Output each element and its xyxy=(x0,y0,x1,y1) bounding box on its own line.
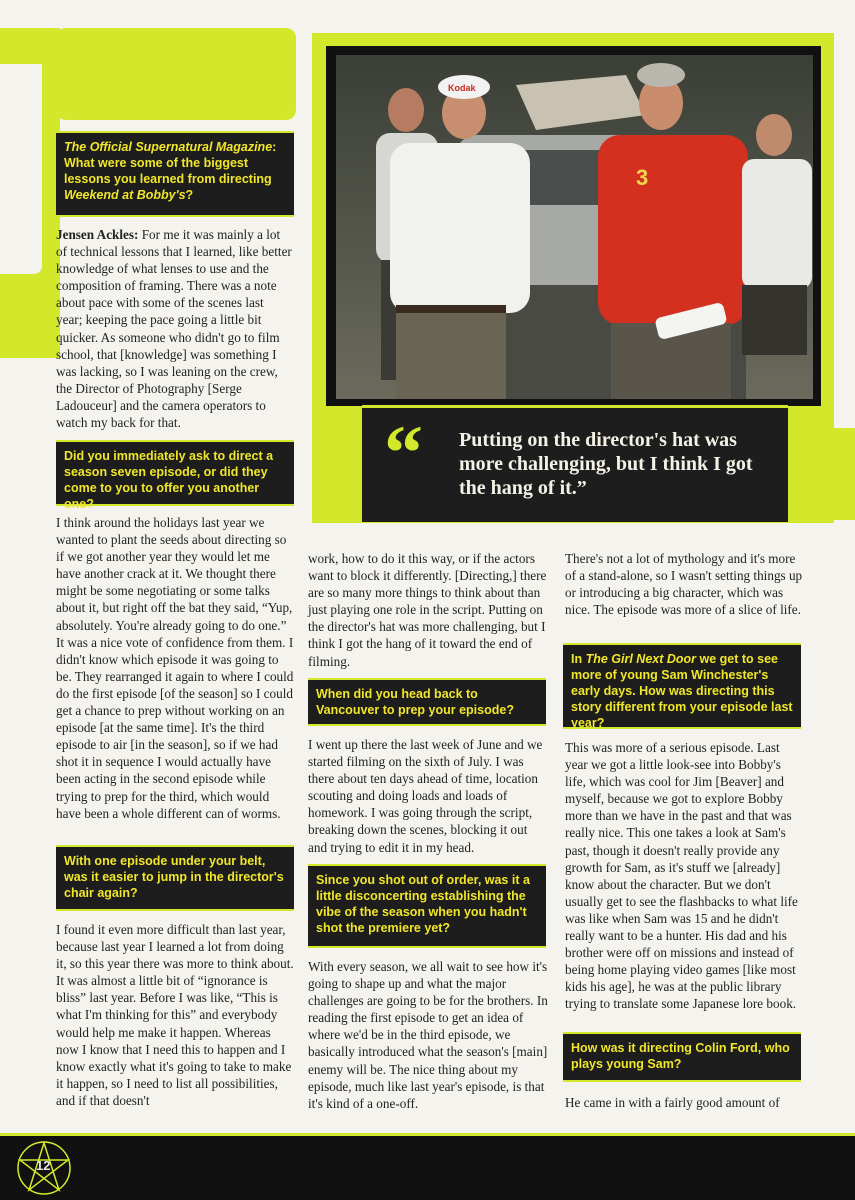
set-photo xyxy=(336,55,813,399)
answer-5-continued: There's not a lot of mythology and it's more of a stand-alone, so I wasn't setting things up or introducing a big character, which was nice. The episode was more of a slice of life. xyxy=(565,551,803,618)
answer-7: He came in with a fairly good amount of xyxy=(565,1095,780,1110)
pull-quote-box xyxy=(362,405,788,522)
question-2: Did you immediately ask to direct a season seven episode, or did they come to you to offer you another one? xyxy=(56,440,294,506)
answer-5: With every season, we all wait to see how it's going to shape up and what the major challenges are going to be for the brothers. In reading the first episode to get an idea of where we'd be in the third episode, we basically introduced what the season's [main] enemy will be. The nice thing about my episode, much like last year's episode, is that it's kind of a one-off. xyxy=(308,959,548,1111)
question-6-text: we get to see more of young Sam Winchester's early days. How was directing this story different from your episode last year? xyxy=(571,652,793,730)
episode-title: Weekend at Bobby's xyxy=(64,188,186,202)
jersey-number: 3 xyxy=(636,165,649,190)
speaker-name: Jensen Ackles: xyxy=(56,227,139,242)
answer-2: I think around the holidays last year we wanted to plant the seeds about directing so if we got another year they would let me have another crack at it. We thought there might be some negotiating or some talks about it, but right off the bat they said, “Yup, absolutely. You're already going to do one.” It was a nice vote of confidence from them. I didn't know which episode it was going to be. They rearranged it again to where I could do the first episode [of the season] so I could get a chance to prep without working on an episode [at the same time]. It's the third episode to air [in the season], so if we had shot it in sequence I would actually have been acting in the second episode while trying to prep for the third, which would have been a whole different can of worms. xyxy=(56,515,294,821)
episode-title-2: The Girl Next Door xyxy=(585,652,697,666)
question-5: Since you shot out of order, was it a little disconcerting establishing the vibe of the season when you hadn't shot the premiere yet? xyxy=(308,864,546,948)
answer-1 xyxy=(56,226,292,431)
footer-line xyxy=(0,1133,855,1136)
question-7: How was it directing Colin Ford, who plays young Sam? xyxy=(563,1032,801,1082)
answer-6: This was more of a serious episode. Last year we got a little look-see into Bobby's life, which was cool for Jim [Beaver] and myself, because we got to explore Bobby more than we have in the past and that was really nice. This one takes a look at Sam's past, though it doesn't really provide any growth for Sam, as it's stuff we [already] know about the character. But we don't usually get to see the flashbacks to what life was like when Sam was 15 and he didn't really want to be a hunter. His dad and his brother were off on missions and instead of being home playing video games [like most kids his age], he was at the public library trying to translate some Japanese lore book. xyxy=(565,740,798,1012)
answer-3: I found it even more difficult than last year, because last year I learned a lot from doing it, so this year there was more to think about. It was almost a little bit of “ignorance is bliss” last year. Before I was like, “This is what I'm thinking for this” and everybody would help me make it happen. Whereas now I know that I need this to happen and I know exactly what it's going to take to make it happen, so I need to list all possibilities, and if that doesn't xyxy=(56,922,294,1108)
question-6-start: In xyxy=(571,652,586,666)
page-footer xyxy=(0,1133,855,1200)
answer-1-text: For me it was mainly a lot of technical lessons that I learned, like better knowledge of what lenses to use and the composition of framing. There was a note about pace with some of the scenes last year; keeping the pace going a little bit quicker. As someone who didn't go to film school, that [knowledge] was something I was lacking, so I was leaning on the crew, the Director of Photography [Serge Ladouceur] and the camera operators to watch my back for that. xyxy=(56,227,292,431)
question-3: With one episode under your belt, was it easier to jump in the director's chair again? xyxy=(56,845,294,911)
cap-logo-text: Kodak xyxy=(448,83,476,93)
magazine-name: The Official Supernatural Magazine xyxy=(64,140,273,154)
lime-tab-top-left xyxy=(56,28,296,120)
question-1-end: ? xyxy=(185,188,194,202)
pull-quote-mark: “ xyxy=(384,409,423,496)
question-6 xyxy=(563,643,801,729)
page-number: 12 xyxy=(36,1158,51,1173)
answer-4: I went up there the last week of June and we started filming on the sixth of July. I was there about ten days ahead of time, location scouting and doing loads and loads of homework. I was going through the script, breaking down the scenes, blocking it out and trying to edit it in my head. xyxy=(308,737,543,855)
question-1 xyxy=(56,131,294,217)
set-photo-illustration xyxy=(336,55,813,399)
bracket-inner xyxy=(12,64,42,274)
pull-quote-text: Putting on the director's hat was more challenging, but I think I got the hang of it.” xyxy=(459,429,753,499)
lime-edge-right xyxy=(833,428,855,520)
answer-3-continued: work, how to do it this way, or if the actors want to block it differently. [Directing,] there are so many more things to think about than just playing one role in the script. Putting on the director's hat was more challenging, but I think I got the hang of it toward the end of filming. xyxy=(308,551,547,669)
question-1-text: : What were some of the biggest lessons you learned from directing xyxy=(64,140,277,186)
bracket-inner-2 xyxy=(0,64,14,274)
question-4: When did you head back to Vancouver to prep your episode? xyxy=(308,678,546,726)
